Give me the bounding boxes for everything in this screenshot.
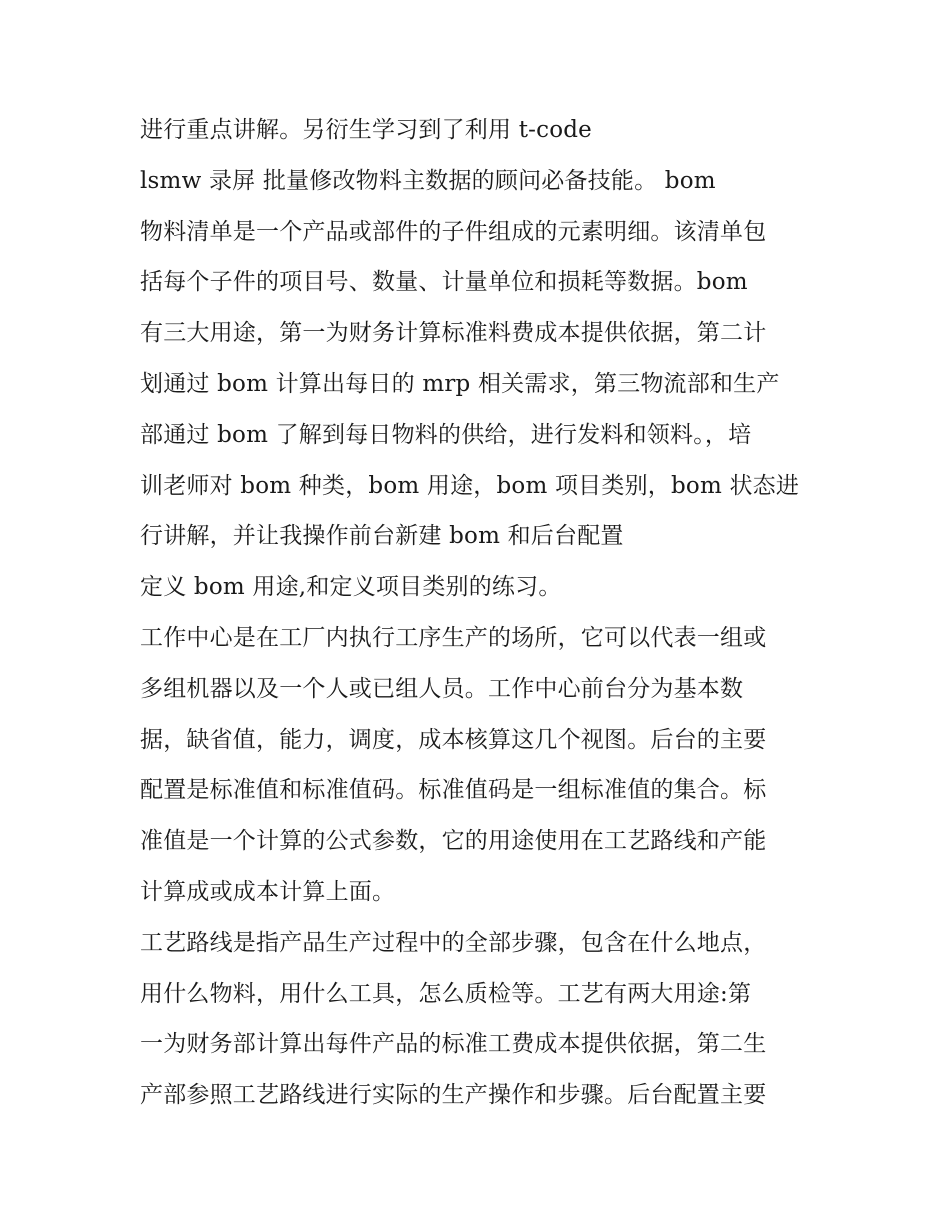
document-body <box>140 112 820 1128</box>
text-line: 工作中心是在工厂内执行工序生产的场所，它可以代表一组或 <box>140 624 767 651</box>
text-line: 计算成或成本计算上面。 <box>140 878 396 905</box>
text-line: lsmw 录屏 批量修改物料主数据的顾问必备技能。 bom <box>140 167 716 194</box>
text-line: 产部参照工艺路线进行实际的生产操作和步骤。后台配置主要 <box>140 1082 767 1109</box>
text-line: 定义 bom 用途,和定义项目类别的练习。 <box>140 574 562 601</box>
text-line: 训老师对 bom 种类，bom 用途，bom 项目类别，bom 状态进 <box>140 472 800 499</box>
text-line: 进行重点讲解。另衍生学习到了利用 t-code <box>140 117 592 143</box>
text-line: 有三大用途，第一为财务计算标准料费成本提供依据，第二计 <box>140 320 767 347</box>
text-line: 准值是一个计算的公式参数，它的用途使用在工艺路线和产能 <box>140 828 767 855</box>
text-line: 配置是标准值和标准值码。标准值码是一组标准值的集合。标 <box>140 777 767 804</box>
text-line: 划通过 bom 计算出每日的 mrp 相关需求，第三物流部和生产 <box>140 370 780 397</box>
text-line: 一为财务部计算出每件产品的标准工费成本提供依据，第二生 <box>140 1031 767 1058</box>
text-line: 部通过 bom 了解到每日物料的供给，进行发料和领料。，培 <box>140 421 752 448</box>
text-line: 行讲解，并让我操作前台新建 bom 和后台配置 <box>140 523 624 550</box>
text-line: 用什么物料，用什么工具，怎么质检等。工艺有两大用途:第 <box>140 980 752 1007</box>
text-line: 括每个子件的项目号、数量、计量单位和损耗等数据。bom <box>140 269 748 296</box>
text-line: 物料清单是一个产品或部件的子件组成的元素明细。该清单包 <box>140 218 767 245</box>
text-line: 多组机器以及一个人或已组人员。工作中心前台分为基本数 <box>140 675 744 702</box>
text-line: 据，缺省值，能力，调度，成本核算这几个视图。后台的主要 <box>140 726 767 753</box>
text-line: 工艺路线是指产品生产过程中的全部步骤，包含在什么地点， <box>140 929 767 956</box>
